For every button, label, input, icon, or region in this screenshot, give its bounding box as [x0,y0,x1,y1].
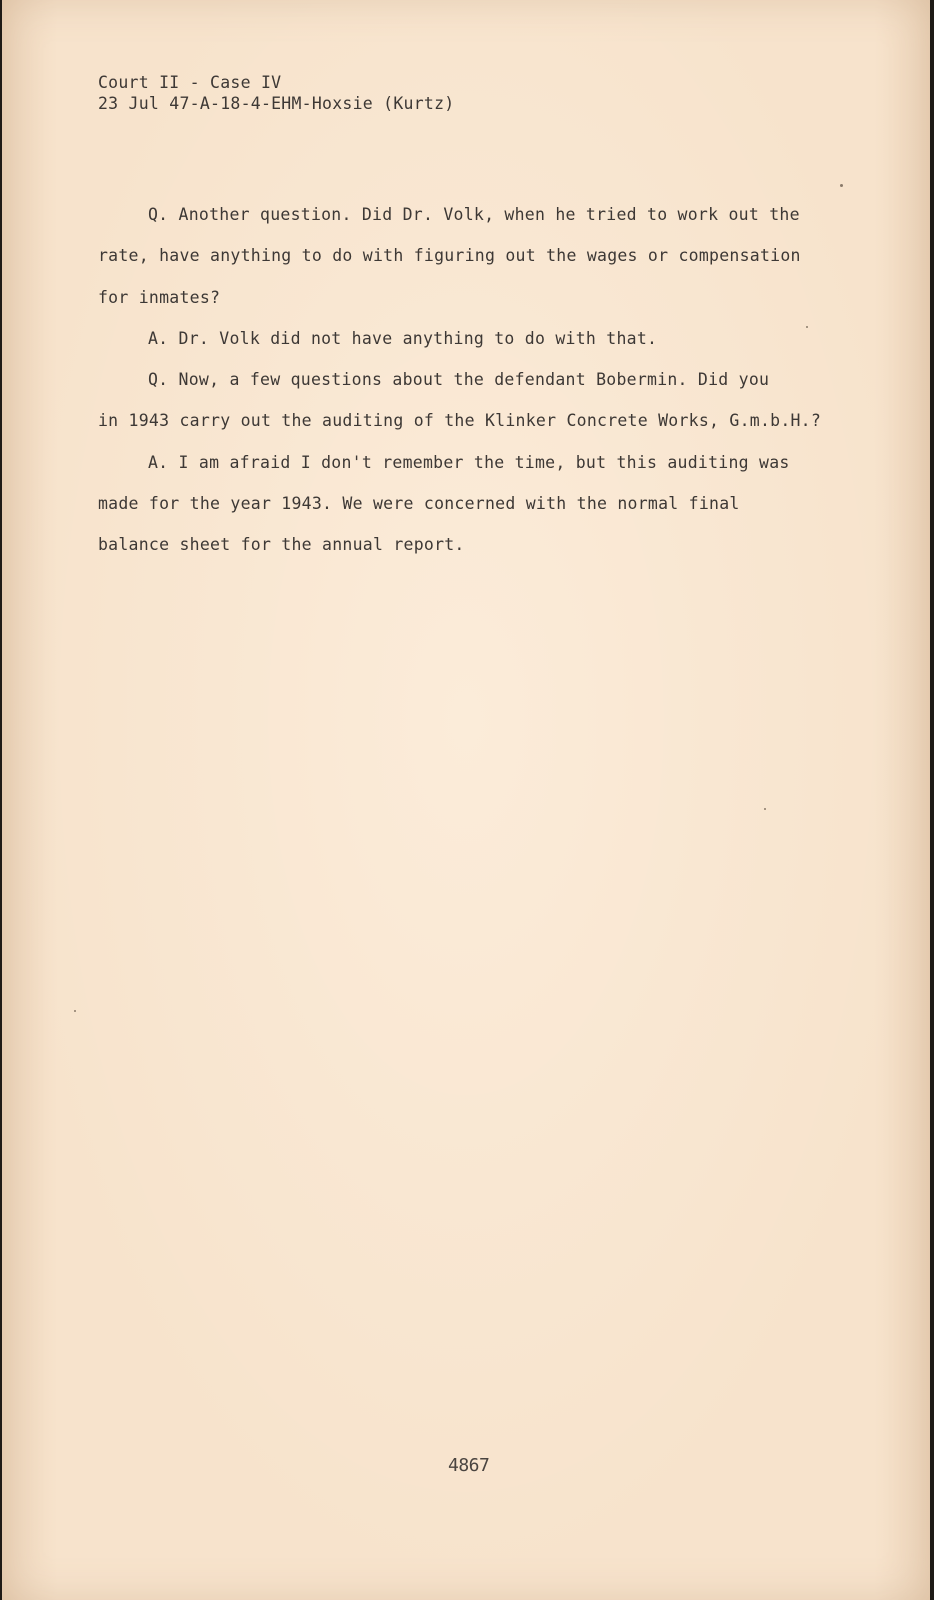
header-session-reference: 23 Jul 47-A-18-4-EHM-Hoxsie (Kurtz) [98,94,455,113]
transcript-line: balance sheet for the annual report. [98,535,465,555]
paper-speck [74,1010,76,1012]
transcript-line: in 1943 carry out the auditing of the Klinker Concrete Works, G.m.b.H.? [98,411,822,431]
transcript-line: made for the year 1943. We were concerned with the normal final [98,494,740,514]
header-court-case: Court II - Case IV [98,73,282,92]
paper-speck [840,184,843,187]
transcript-line: for inmates? [98,287,221,307]
paper-speck [764,808,766,810]
transcript-line: Q. Another question. Did Dr. Volk, when he tried to work out the [148,205,800,224]
transcript-line: A. Dr. Volk did not have anything to do with that. [148,328,658,348]
page-number: 4867 [448,1455,490,1476]
transcript-line: Q. Now, a few questions about the defendant Bobermin. Did you [148,370,770,390]
document-page [2,0,930,1600]
paper-speck [806,326,808,328]
document-header [98,72,454,114]
transcript-line: A. I am afraid I don't remember the time, but this auditing was [148,452,790,472]
transcript-line: rate, have anything to do with figuring out the wages or compensation [98,246,801,266]
transcript-body [98,194,821,566]
